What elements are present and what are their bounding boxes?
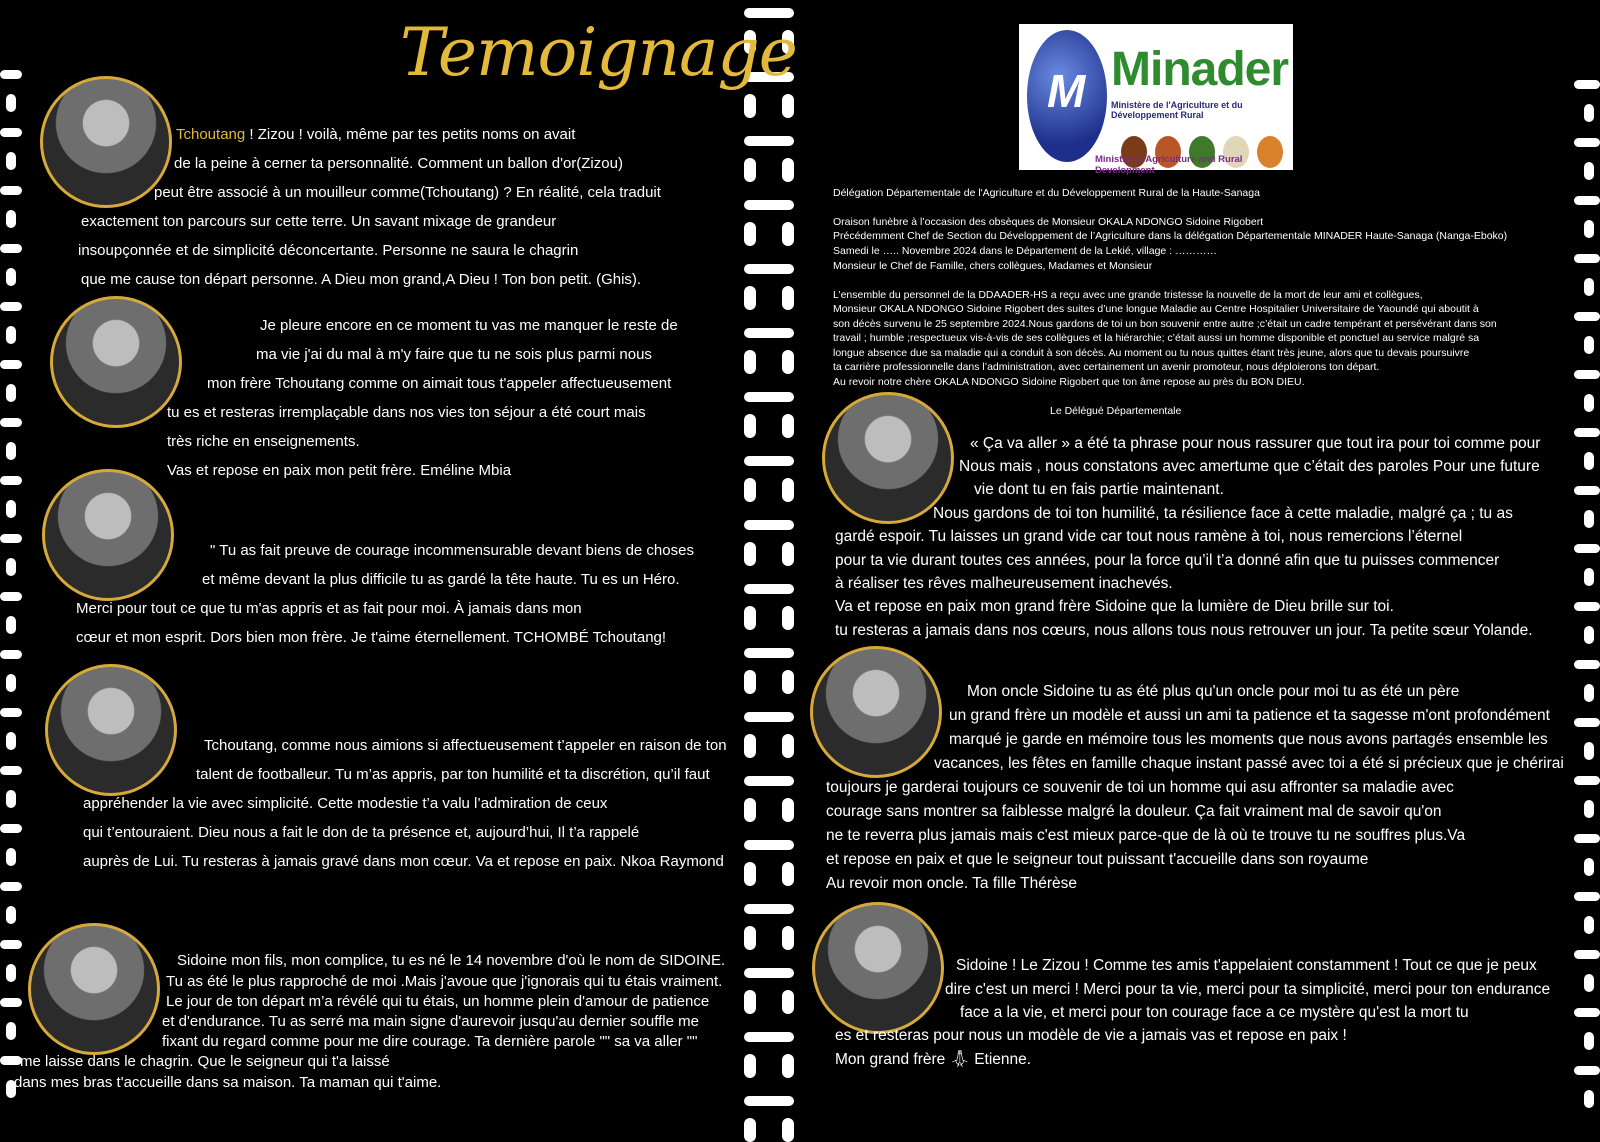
decor-stroke (744, 392, 794, 402)
decor-stroke (0, 302, 22, 311)
decor-stroke (744, 414, 756, 438)
decor-stroke (744, 734, 756, 758)
decor-stroke (744, 926, 756, 950)
decor-stroke (782, 350, 794, 374)
decor-stroke (1584, 162, 1594, 180)
testimony-6-line: gardé espoir. Tu laisses un grand vide car tout nous ramène à toi, nous remercions l’éternel (835, 528, 1463, 545)
testimony-6-line: tu resteras a jamais dans nos cœurs, nous allons tous nous retrouver un jour. Ta petite sœur Yolande. (835, 622, 1533, 639)
signoff-name: Etienne. (969, 1051, 1032, 1068)
testimony-5-line: et d'endurance. Tu as serré ma main signe d'aurevoir jusqu'au dernier souffle me (162, 1013, 699, 1030)
logo-subtitle-fr: Ministère de l'Agriculture et du Développement Rural (1111, 100, 1243, 120)
decor-stroke (1574, 660, 1600, 669)
decor-stroke (782, 734, 794, 758)
decor-stroke (782, 1054, 794, 1078)
decor-stroke (744, 840, 794, 850)
decor-stroke (6, 384, 16, 402)
delegation-heading: Délégation Départementale de l'Agriculture et du Développement Rural de la Haute-Sanaga (833, 187, 1260, 199)
testimony-3-line: cœur et mon esprit. Dors bien mon frère. Je t'aime éternellement. TCHOMBÉ Tchoutang! (76, 629, 667, 646)
decor-stroke (6, 268, 16, 286)
decor-stroke (1584, 1032, 1594, 1050)
testimony-2-line: mon frère Tchoutang comme on aimait tous t'appeler affectueusement (207, 375, 672, 392)
decor-stroke (782, 990, 794, 1014)
decor-stroke (1584, 974, 1594, 992)
decor-stroke (782, 286, 794, 310)
decor-stroke (1584, 684, 1594, 702)
decor-stroke (1574, 776, 1600, 785)
testimony-3-line: et même devant la plus difficile tu as gardé la tête haute. Tu es un Héro. (202, 571, 680, 588)
avatar-photo (28, 923, 160, 1055)
decor-stroke (6, 616, 16, 634)
testimony-4-line: talent de footballeur. Tu m’as appris, par ton humilité et ta discrétion, qu’il faut (196, 766, 710, 783)
decor-stroke (1574, 834, 1600, 843)
logo-monogram: M (1047, 65, 1086, 117)
decor-stroke (782, 798, 794, 822)
decor-stroke (1574, 544, 1600, 553)
decor-stroke (782, 606, 794, 630)
testimony-1-name: Tchoutang (176, 126, 246, 143)
oraison-body-line: travail ; humble ;respectueux vis-à-vis de ses collègues et la hiérarchie; c’était aussi un homme disponible et ponctuel au service malgré sa (833, 332, 1480, 344)
decor-stroke (744, 862, 756, 886)
testimony-2-line: Je pleure encore en ce moment tu vas me manquer le reste de (260, 317, 678, 334)
testimony-8-line: dire c'est un merci ! Merci pour ta vie, merci pour ta simplicité, merci pour ton endurance (945, 981, 1551, 998)
decor-stroke (0, 592, 22, 601)
decor-stroke (744, 350, 756, 374)
decor-stroke (0, 766, 22, 775)
testimony-8-line: Sidoine ! Le Zizou ! Comme tes amis t'appelaient constamment ! Tout ce que je peux (956, 957, 1537, 974)
decor-stroke (0, 534, 22, 543)
decor-stroke (0, 824, 22, 833)
decor-stroke (744, 798, 756, 822)
oraison-line: Oraison funèbre à l’occasion des obsèques de Monsieur OKALA NDONGO Sidoine Rigobert (833, 216, 1264, 228)
testimony-2-line: tu es et resteras irremplaçable dans nos vies ton séjour a été court mais (167, 404, 646, 421)
testimony-4-line: qui t’entouraient. Dieu nous a fait le don de ta présence et, aujourd’hui, Il t’a rappelé (83, 824, 640, 841)
testimony-7-line: un grand frère un modèle et aussi un ami ta patience et ta sagesse m'ont profondément (949, 707, 1550, 724)
testimony-7-line: et repose en paix et que le seigneur tout puissant t'accueille dans son royaume (826, 851, 1369, 868)
testimony-2-line: Vas et repose en paix mon petit frère. Eméline Mbia (167, 462, 512, 479)
decor-stroke (1574, 254, 1600, 263)
decor-stroke (1584, 220, 1594, 238)
avatar-photo (810, 646, 942, 778)
decor-stroke (6, 732, 16, 750)
decor-stroke (0, 998, 22, 1007)
testimony-7-line: ne te reverra plus jamais mais c'est mieux parce-que de là où te trouve tu ne souffres plus.Va (826, 827, 1466, 844)
decor-stroke (6, 442, 16, 460)
testimony-5-line: Sidoine mon fils, mon complice, tu es né le 14 novembre d'où le nom de SIDOINE. (177, 952, 726, 969)
oraison-line: Précédemment Chef de Section du Développement de l’Agriculture dans la délégation Départementale MINADER Haute-Sanaga (Nanga-Eboko) (833, 230, 1508, 242)
testimony-5-line: me laisse dans le chagrin. Que le seigneur qui t'a laissé (20, 1053, 390, 1070)
testimony-1-line: peut être associé à un mouilleur comme(Tchoutang) ? En réalité, cela traduit (154, 184, 661, 201)
decor-stroke (744, 286, 756, 310)
decor-stroke (6, 906, 16, 924)
decor-stroke (744, 520, 794, 530)
decor-stroke (0, 128, 22, 137)
signoff-text: Mon grand frère (835, 1051, 950, 1068)
logo-subtitle-en: Ministry of Agriculture and Rural Development (1095, 154, 1243, 176)
decor-stroke (782, 542, 794, 566)
avatar-photo (812, 902, 944, 1034)
decor-stroke (744, 990, 756, 1014)
testimony-3-line: " Tu as fait preuve de courage incommensurable devant biens de choses (210, 542, 694, 559)
testimony-6-line: vie dont tu en fais partie maintenant. (974, 481, 1224, 498)
testimony-6-line: à réaliser tes rêves malheureusement inachevés. (835, 575, 1173, 592)
oraison-body-line: longue absence due sa maladie qui a conduit à son décès. Au moment ou tu nous quittes étant très jeune, alors que tu devais poursuivre (833, 347, 1470, 359)
decor-stroke (0, 1056, 22, 1065)
decor-stroke (1584, 278, 1594, 296)
decor-stroke (1584, 104, 1594, 122)
testimony-1-line (176, 127, 575, 142)
decor-stroke (0, 476, 22, 485)
decor-stroke (6, 558, 16, 576)
decor-stroke (744, 968, 794, 978)
decor-stroke (1574, 428, 1600, 437)
testimony-5-line: fixant du regard comme pour me dire courage. Ta dernière parole "" sa va aller "" (162, 1033, 698, 1050)
decor-stroke (1574, 312, 1600, 321)
testimony-1-text: ! Zizou ! voilà, même par tes petits noms on avait (245, 126, 576, 143)
decor-stroke (744, 584, 794, 594)
decor-stroke (0, 882, 22, 891)
decor-stroke (6, 790, 16, 808)
decor-stroke (1584, 916, 1594, 934)
decor-stroke (782, 862, 794, 886)
testimony-1-line: insoupçonnée et de simplicité déconcertante. Personne ne saura le chagrin (78, 242, 579, 259)
decor-stroke (6, 848, 16, 866)
decor-stroke (744, 328, 794, 338)
testimony-7-line: Mon oncle Sidoine tu as été plus qu'un oncle pour moi tu as été un père (967, 683, 1460, 700)
testimony-7-line: vacances, les fêtes en famille chaque instant passé avec toi a été si précieux que je chérirai (934, 755, 1564, 772)
decor-stroke (782, 926, 794, 950)
decor-stroke (6, 1022, 16, 1040)
praying-hands-icon: 🙏︎ (949, 1051, 970, 1068)
testimony-4-line: Tchoutang, comme nous aimions si affectueusement t’appeler en raison de ton (204, 737, 727, 754)
decor-stroke (0, 418, 22, 427)
avatar-photo (50, 296, 182, 428)
decor-stroke (782, 670, 794, 694)
oraison-body-line: ta carrière professionnelle dans l’administration, avec certainement un avenir promoteur, nous déploierons ton départ. (833, 361, 1380, 373)
decor-stroke (744, 1032, 794, 1042)
testimony-6-line: Va et repose en paix mon grand frère Sidoine que la lumière de Dieu brille sur toi. (835, 598, 1394, 615)
decor-stroke (6, 326, 16, 344)
decor-stroke (1574, 892, 1600, 901)
decor-stroke (0, 708, 22, 717)
testimony-6-line: Nous mais , nous constatons avec amertume que c’était des paroles Pour une future (959, 458, 1540, 475)
testimony-3-line: Merci pour tout ce que tu m'as appris et as fait pour moi. À jamais dans mon (76, 600, 582, 617)
testimony-5-line: Tu as été le plus rapproché de moi .Mais j'avoue que j'ignorais qui tu étais vraiment. (166, 973, 723, 990)
testimony-2-line: ma vie j'ai du mal à m'y faire que tu ne sois plus parmi nous (256, 346, 652, 363)
decor-stroke (744, 648, 794, 658)
testimony-7-line: courage sans montrer sa faiblesse malgré la douleur. Ça fait vraiment mal de savoir qu'on (826, 803, 1442, 820)
testimony-2-line: très riche en enseignements. (167, 433, 360, 450)
decor-stroke (1584, 1090, 1594, 1108)
decor-stroke (1574, 80, 1600, 89)
decor-stroke (744, 264, 794, 274)
testimony-7-line: Au revoir mon oncle. Ta fille Thérèse (826, 875, 1077, 892)
decor-stroke (6, 964, 16, 982)
decor-stroke (1574, 950, 1600, 959)
testimony-1-line: de la peine à cerner ta personnalité. Comment un ballon d'or(Zizou) (174, 155, 623, 172)
decor-stroke (782, 478, 794, 502)
decor-stroke (1574, 718, 1600, 727)
testimony-4-line: appréhender la vie avec simplicité. Cette modestie t’a valu l’admiration de ceux (83, 795, 608, 812)
decor-stroke (744, 670, 756, 694)
decor-stroke (1584, 568, 1594, 586)
decor-stroke (744, 1096, 794, 1106)
decor-stroke (744, 222, 756, 246)
decor-stroke (0, 186, 22, 195)
decor-stroke (1574, 370, 1600, 379)
decor-stroke (0, 360, 22, 369)
decor-stroke (782, 414, 794, 438)
avatar-photo (40, 76, 172, 208)
decor-stroke (1574, 1008, 1600, 1017)
decor-stroke (6, 500, 16, 518)
decor-stroke (744, 776, 794, 786)
decor-stroke (744, 158, 756, 182)
decor-stroke (1574, 602, 1600, 611)
decor-stroke (1574, 196, 1600, 205)
decor-stroke (1574, 486, 1600, 495)
avatar-photo (42, 469, 174, 601)
decor-stroke (0, 940, 22, 949)
oraison-body-line: son décès survenu le 25 septembre 2024.Nous gardons de toi un bon souvenir entre autre ;c’était un cadre tempérant et persévérant dans son (833, 318, 1497, 330)
decor-stroke (6, 674, 16, 692)
testimony-4-line: auprès de Lui. Tu resteras à jamais gravé dans mon cœur. Va et repose en paix. Nkoa Raymond (83, 853, 724, 870)
decor-stroke (0, 70, 22, 79)
decor-stroke (1584, 626, 1594, 644)
decor-stroke (744, 478, 756, 502)
decor-stroke (782, 1118, 794, 1142)
decor-stroke (744, 904, 794, 914)
decor-stroke (6, 94, 16, 112)
decor-stroke (1584, 452, 1594, 470)
decor-stroke (744, 1054, 756, 1078)
decor-stroke (1584, 742, 1594, 760)
testimony-6-line: « Ça va aller » a été ta phrase pour nous rassurer que tout ira pour toi comme pour (970, 435, 1541, 452)
decor-stroke (1574, 138, 1600, 147)
decor-stroke (1584, 510, 1594, 528)
decor-stroke (0, 650, 22, 659)
decor-stroke (744, 606, 756, 630)
decor-stroke (1584, 800, 1594, 818)
decor-stroke (6, 152, 16, 170)
decor-stroke (744, 542, 756, 566)
oraison-line: Samedi le ….. Novembre 2024 dans le Département de la Lekié, village : ………… (833, 245, 1218, 257)
oraison-body-line: L’ensemble du personnel de la DDAADER-HS a reçu avec une grande tristesse la nouvelle de la mort de leur ami et collègues, (833, 289, 1423, 301)
decor-stroke (6, 210, 16, 228)
testimony-5-line: dans mes bras t'accueille dans sa maison. Ta maman qui t'aime. (14, 1074, 442, 1091)
decor-stroke (782, 222, 794, 246)
decor-stroke (744, 136, 794, 146)
testimony-1-line: exactement ton parcours sur cette terre. Un savant mixage de grandeur (81, 213, 557, 230)
logo-name: Minader (1111, 43, 1289, 96)
testimony-6-line: pour ta vie durant toutes ces années, pour la force qu’il t’a donné afin que tu puisses commencer (835, 552, 1500, 569)
decor-stroke (1584, 336, 1594, 354)
testimony-7-line: marqué je garde en mémoire tous les moments que nous avons partagés ensemble les (949, 731, 1548, 748)
decor-stroke (744, 200, 794, 210)
decor-stroke (744, 94, 756, 118)
testimony-8-line: es et resteras pour nous un modèle de vie a jamais vas et repose en paix ! (835, 1027, 1347, 1044)
decor-stroke (744, 456, 794, 466)
testimony-1-line: que me cause ton départ personne. A Dieu mon grand,A Dieu ! Ton bon petit. (Ghis). (81, 271, 642, 288)
signature: Le Délégué Départementale (1050, 405, 1182, 417)
decor-stroke (744, 1118, 756, 1142)
decor-stroke (1574, 1066, 1600, 1075)
oraison-body-line: Au revoir notre chère OKALA NDONGO Sidoine Rigobert que ton âme repose au près du BON DIEU. (833, 376, 1305, 388)
decor-stroke (782, 158, 794, 182)
page-title: Temoignage (400, 14, 797, 91)
decor-stroke (0, 244, 22, 253)
decor-stroke (744, 712, 794, 722)
decor-stroke (1584, 858, 1594, 876)
testimony-8-signoff (835, 1052, 1031, 1068)
testimony-5-line: Le jour de ton départ m’a révélé qui tu étais, un homme plein d'amour de patience (166, 993, 710, 1010)
oraison-body-line: Monsieur OKALA NDONGO Sidoine Rigobert des suites d’une longue Maladie au Centre Hospitalier Universitaire de Yaoundé qui aboutit à (833, 303, 1479, 315)
minader-logo (1019, 24, 1293, 176)
decor-stroke (782, 94, 794, 118)
oraison-line: Monsieur le Chef de Famille, chers collègues, Madames et Monsieur (833, 260, 1153, 272)
testimony-7-line: toujours je garderai toujours ce souvenir de toi un homme qui asu affronter sa maladie avec (826, 779, 1454, 796)
decor-stroke (1584, 394, 1594, 412)
testimony-6-line: Nous gardons de toi ton humilité, ta résilience face à cette maladie, malgré ça ; tu as (933, 505, 1513, 522)
testimony-8-line: face a la vie, et merci pour ton courage face a ce mystère qu'est la mort tu (960, 1004, 1469, 1021)
avatar-photo (45, 664, 177, 796)
